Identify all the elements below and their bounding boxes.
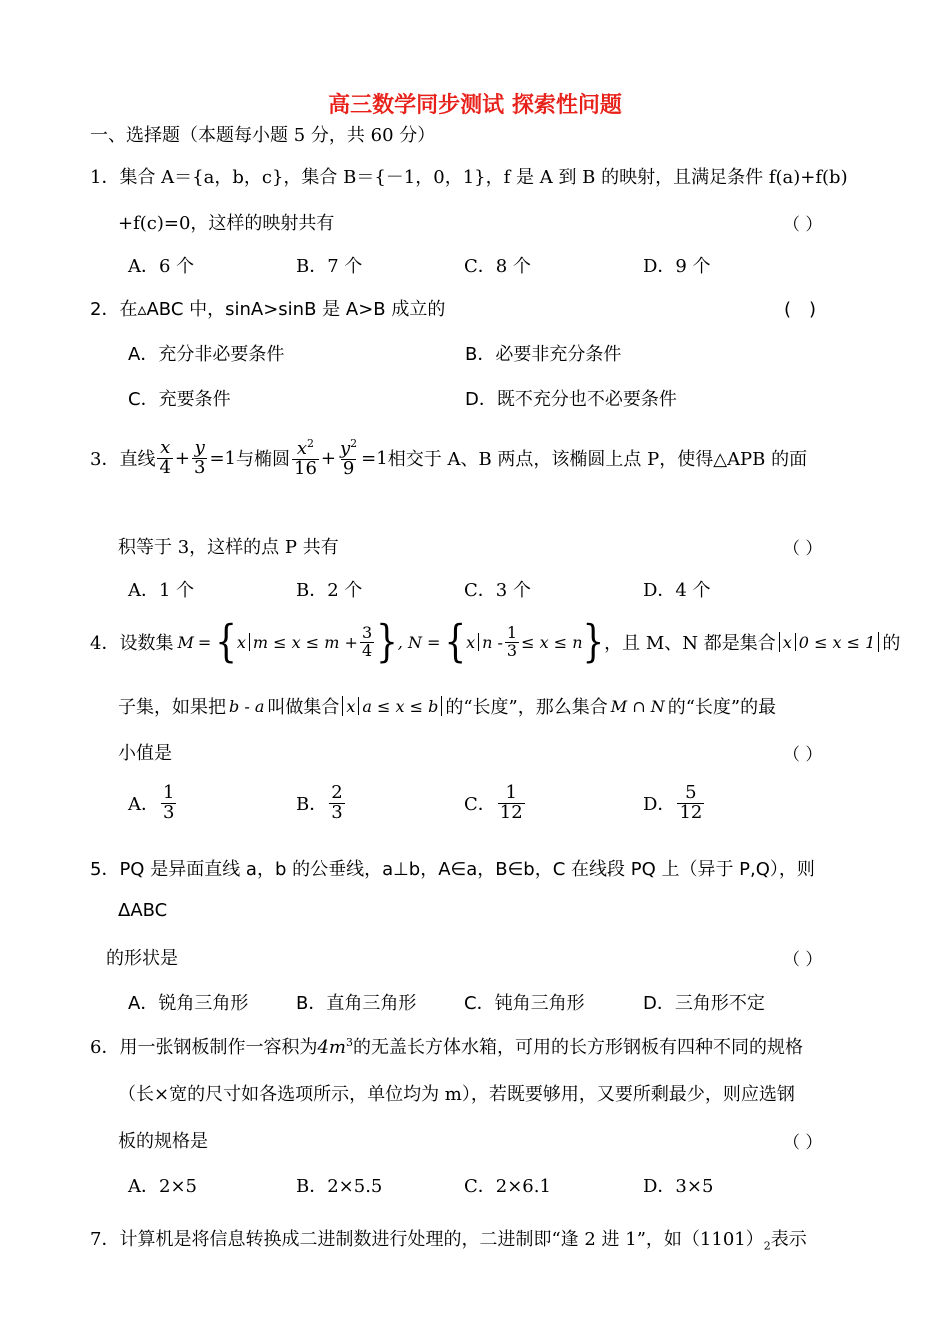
q3-option-d: D．4 个	[643, 580, 711, 601]
q5-line2: ΔABC	[118, 900, 168, 921]
q1-answer-paren: （ ）	[783, 215, 823, 235]
q5-option-b: B．直角三角形	[296, 993, 417, 1014]
q7-line1: 7．计算机是将信息转换成二进制数进行处理的，二进制即“逢 2 进 1”，如$(1101)_2$表示	[90, 1229, 807, 1253]
q4-option-d: D． $\frac{5}{12}$	[643, 782, 703, 823]
volume-expression: 4m	[317, 1037, 346, 1058]
fraction-5-over-12-option: $\frac{5}{12}$	[679, 782, 703, 823]
q2-answer-paren: ( )	[784, 299, 817, 320]
q3-option-a: A．1 个	[128, 580, 195, 601]
fraction-x2-over-16: $\frac{x^2}{16}$	[294, 437, 317, 479]
q1-line1: 1．集合 A＝{a，b，c}，集合 B＝{－1，0，1}，f 是 A 到 B 的映射，且满足条件 f(a)+f(b)	[90, 167, 848, 188]
q1-option-b: B．7 个	[296, 256, 363, 277]
q6-option-d: D．3×5	[643, 1176, 714, 1197]
q4-option-b: B． $\frac{2}{3}$	[296, 782, 343, 823]
q3-mid: 与椭圆	[236, 449, 290, 471]
page-title: 高三数学同步测试 探索性问题	[328, 92, 622, 118]
q3-number: 3．直线	[90, 449, 156, 471]
fraction-1-over-3: $\frac{1}{3}$	[506, 622, 518, 660]
q2-option-d: D．既不充分也不必要条件	[465, 389, 677, 410]
fraction-x-over-4: $\frac{x}{4}$	[159, 437, 171, 478]
q2-option-a: A．充分非必要条件	[128, 344, 285, 365]
q2-option-b: B．必要非充分条件	[465, 344, 622, 365]
q5-line3: 的形状是	[106, 948, 178, 969]
q1-option-c: C．8 个	[464, 256, 531, 277]
q3-line1: 3．直线 $\frac{x}{4}$ + $\frac{y}{3}$ =1 与椭圆 $\frac{x^2}{16}$ + $\frac{y^2}{9}$ =1 相交于 A、B 两点，该椭圆上点 P，使得△APB 的面	[90, 437, 808, 479]
fraction-2-over-3-option: $\frac{2}{3}$	[331, 782, 343, 823]
q3-line2: 积等于 3，这样的点 P 共有	[118, 537, 339, 558]
q4-line3: 小值是	[118, 743, 172, 764]
q4-line1: 4．设数集 M = { x m ≤ x ≤ m + $\frac{3}{4}$ } , N = { x n - $\frac{1}{3}$ ≤ x ≤ n } ，且 M、N 都是集合 x 0 ≤ x ≤ 1 的	[90, 616, 901, 668]
fraction-3-over-4: $\frac{3}{4}$	[361, 622, 373, 660]
q6-line2: （长×宽的尺寸如各选项所示，单位均为 m），若既要够用，又要所剩最少，则应选钢	[118, 1084, 795, 1105]
q6-line1: 6．用一张钢板制作一容积为$4m^3$的无盖长方体水箱，可用的长方形钢板有四种不同的规格	[90, 1036, 803, 1058]
q6-option-b: B．2×5.5	[296, 1176, 383, 1197]
section-heading: 一、选择题（本题每小题 5 分，共 60 分）	[90, 125, 436, 146]
fraction-y2-over-9: $\frac{y^2}{9}$	[340, 437, 358, 479]
q3-option-b: B．2 个	[296, 580, 363, 601]
fraction-y-over-3: $\frac{y}{3}$	[194, 437, 206, 478]
q4-option-a: A． $\frac{1}{3}$	[128, 782, 175, 823]
q2-option-c: C．充要条件	[128, 389, 231, 410]
q3-rest: 相交于 A、B 两点，该椭圆上点 P，使得△APB 的面	[387, 449, 808, 471]
q6-answer-paren: （ ）	[783, 1133, 823, 1153]
q4-number: 4．设数集	[90, 633, 174, 654]
q4-answer-paren: （ ）	[783, 745, 823, 765]
q5-line1: 5．PQ 是异面直线 a，b 的公垂线，a⊥b，A∈a，B∈b，C 在线段 PQ 上（异于 P,Q），则	[90, 859, 815, 880]
q1-line2: +f(c)=0，这样的映射共有	[118, 213, 335, 234]
q6-line3: 板的规格是	[118, 1131, 208, 1152]
q6-option-a: A．2×5	[128, 1176, 197, 1197]
q5-option-a: A．锐角三角形	[128, 993, 249, 1014]
q3-option-c: C．3 个	[464, 580, 531, 601]
q5-answer-paren: （ ）	[783, 950, 823, 970]
q6-option-c: C．2×6.1	[464, 1176, 551, 1197]
q1-option-a: A．6 个	[128, 256, 195, 277]
q5-option-c: C．钝角三角形	[464, 993, 585, 1014]
q1-option-d: D．9 个	[643, 256, 711, 277]
q3-answer-paren: （ ）	[783, 539, 823, 559]
q2-line1: 2．在▵ABC 中，sinA>sinB 是 A>B 成立的	[90, 299, 446, 320]
fraction-1-over-3-option: $\frac{1}{3}$	[163, 782, 175, 823]
q4-line2: 子集，如果把 b - a 叫做集合 x a ≤ x ≤ b 的“长度”，那么集合 M ∩ N 的“长度”的最	[118, 696, 777, 718]
q5-option-d: D．三角形不定	[643, 993, 765, 1014]
q4-option-c: C． $\frac{1}{12}$	[464, 782, 523, 823]
q4-tail: ，且 M、N 都是集合	[604, 633, 776, 654]
fraction-1-over-12-option: $\frac{1}{12}$	[499, 782, 523, 823]
